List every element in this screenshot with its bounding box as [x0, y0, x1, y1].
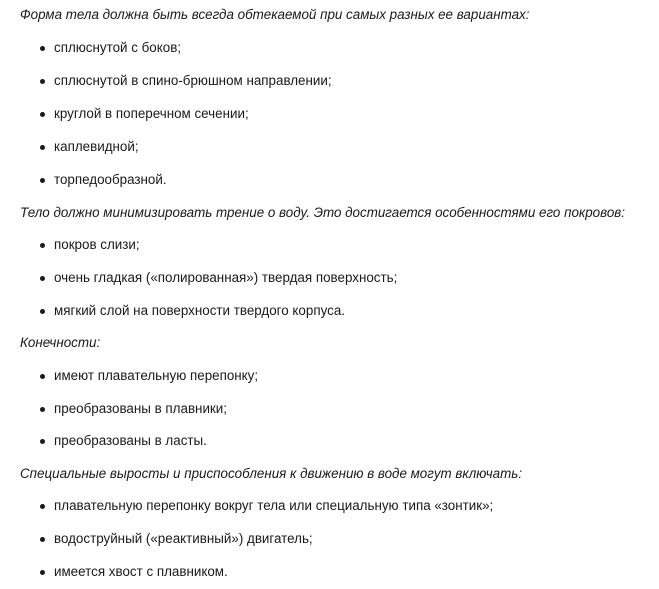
bullet-icon: [40, 145, 45, 150]
list-item: [40, 236, 140, 254]
list-item-text: сплюснутой в спино-брюшном направлении;: [54, 73, 332, 88]
list-item-text: имеют плавательную перепонку;: [54, 368, 259, 383]
list-item: [40, 400, 227, 418]
bullet-icon: [40, 570, 45, 575]
list-item-text: торпедообразной.: [54, 172, 167, 187]
bullet-icon: [40, 309, 45, 314]
bullet-icon: [40, 537, 45, 542]
list-item: [40, 497, 493, 515]
bullet-icon: [40, 178, 45, 183]
list-item: [40, 72, 332, 90]
list-item-text: очень гладкая («полированная») твердая поверхность;: [54, 270, 398, 285]
list-item-text: сплюснутой с боков;: [54, 40, 182, 55]
bullet-icon: [40, 407, 45, 412]
list-item-text: преобразованы в плавники;: [54, 401, 227, 416]
list-item: [40, 432, 207, 450]
list-item: [40, 138, 139, 156]
list-item-text: плавательную перепонку вокруг тела или специальную типа «зонтик»;: [54, 498, 494, 513]
bullet-icon: [40, 504, 45, 509]
list-item: [40, 171, 167, 189]
list-item: [40, 105, 249, 123]
bullet-icon: [40, 243, 45, 248]
list-item: [40, 530, 313, 548]
list-item: [40, 302, 345, 320]
section-heading-friction: Тело должно минимизировать трение о воду. Это достигается особенностями его покровов:: [20, 205, 625, 220]
list-item-text: имеется хвост с плавником.: [54, 564, 228, 579]
list-item: [40, 269, 397, 287]
list-item-text: круглой в поперечном сечении;: [54, 106, 249, 121]
bullet-icon: [40, 374, 45, 379]
list-item-text: водоструйный («реактивный») двигатель;: [54, 531, 313, 546]
list-item-text: каплевидной;: [54, 139, 139, 154]
list-item: [40, 367, 258, 385]
section-heading-outgrowths: Специальные выросты и приспособления к движению в воде могут включать:: [20, 466, 523, 481]
section-heading-limbs: Конечности:: [20, 335, 101, 350]
list-item-text: преобразованы в ласты.: [54, 433, 207, 448]
list-item-text: покров слизи;: [54, 237, 140, 252]
list-item: [40, 563, 228, 581]
bullet-icon: [40, 439, 45, 444]
bullet-icon: [40, 112, 45, 117]
bullet-icon: [40, 79, 45, 84]
bullet-icon: [40, 276, 45, 281]
list-item: [40, 39, 181, 57]
list-item-text: мягкий слой на поверхности твердого корпуса.: [54, 303, 345, 318]
section-heading-shape: Форма тела должна быть всегда обтекаемой при самых разных ее вариантах:: [20, 7, 530, 22]
bullet-icon: [40, 46, 45, 51]
